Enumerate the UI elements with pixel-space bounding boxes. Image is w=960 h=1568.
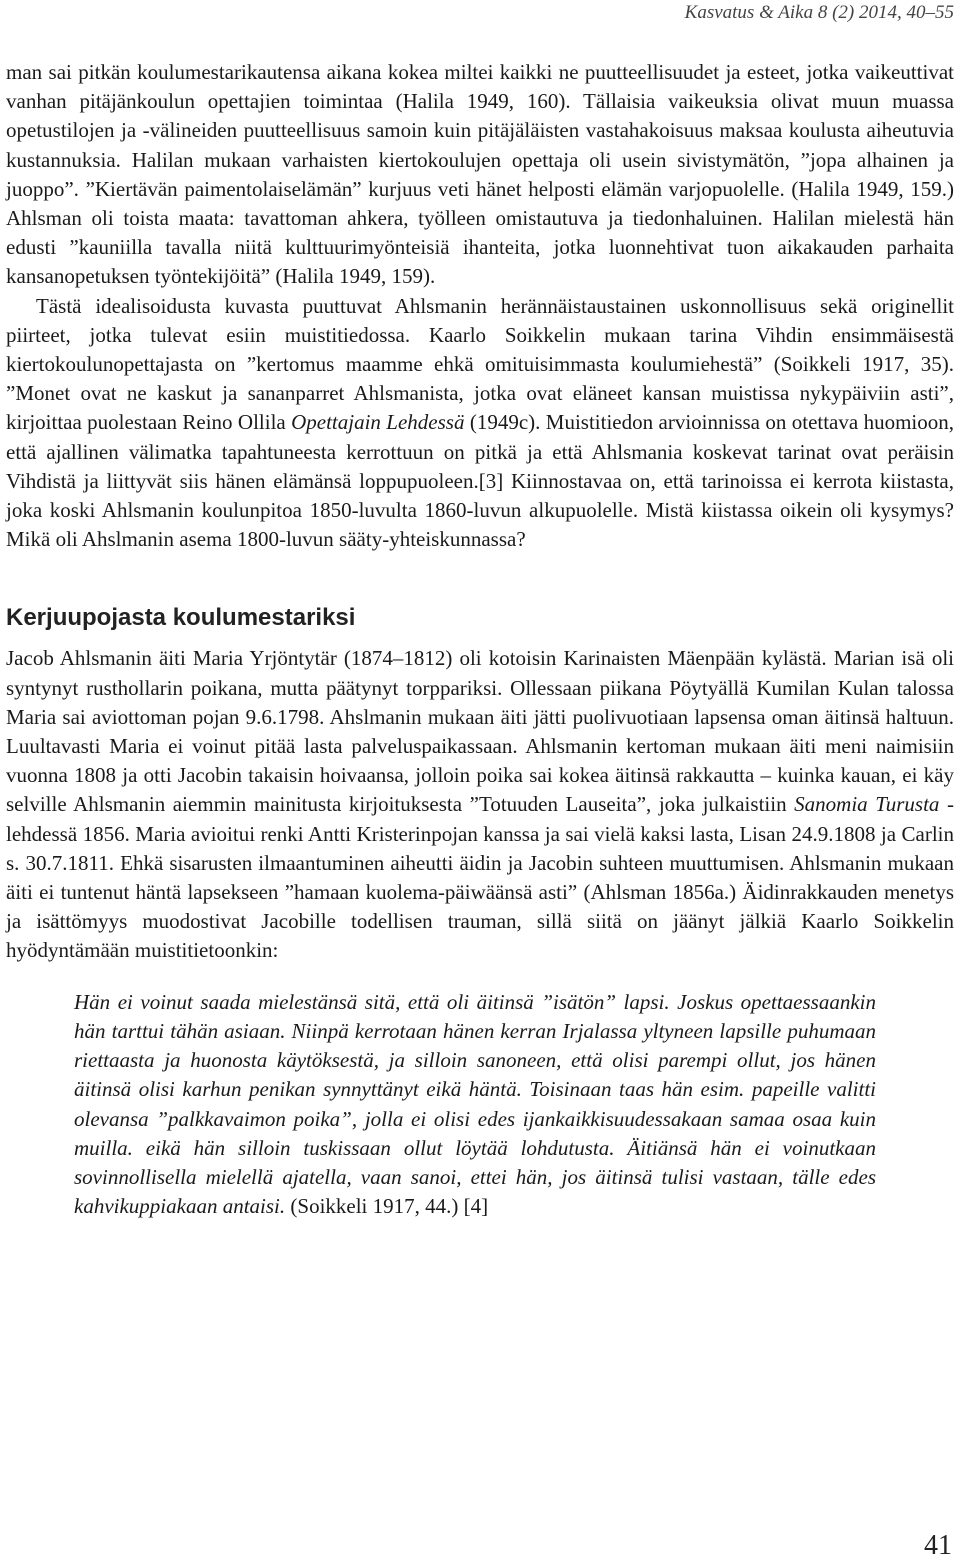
running-header: Kasvatus & Aika 8 (2) 2014, 40–55: [684, 2, 954, 23]
text-run: man sai pitkän koulumestarikautensa aikana kokea miltei kaikki ne puutteellisuudet ja esteet, jotka vaikeuttivat vanhan pitäjänkoulun opettajien toimintaa (Halila 1949, 160). Tällaisia vaikeuksia olivat muun muassa opetustilojen ja -välineiden puutteellisuus samoin kuin pitäjäläisten vastahakoisuus maksaa koulusta aiheutuvia kustannuksia. Halilan mukaan varhaisten kiertokoulujen opettaja oli usein sivistymätön, ”jopa alhainen ja juoppo”. ”Kiertävän paimentolaiselämän” kurjuus veti hänet helposti elämän varjopuolelle. (Halila 1949, 159.) Ahlsman oli toista maata: tavattoman ahkera, työlleen omistautuva ja tiedonhaluinen. Halilan mielestä hän edusti ”kauniilla tavalla niitä kulttuurimyönteisiä ihanteita, jotka luonnehtivat tuon aikakauden parhaita kansanopetuksen työntekijöitä” (Halila 1949, 159).: [6, 60, 954, 289]
block-quote-text: Hän ei voinut saada mielestänsä sitä, että oli äitinsä ”isätön” lapsi. Joskus opettaessaankin hän tarttui tähän asiaan. Niinpä kerrotaan hänen kerran Irjalassa yltyneen lapsille puhumaan riettaasta ja huonosta käytöksestä, ja silloin sanoneen, että olisi parempi ollut, jos hänen äitinsä olisi karhun penikan synnyttänyt eikä häntä. Toisinaan taas hän esim. papeille valitti olevansa ”palkkavaimon poika”, jolla ei olisi edes ijankaikkisuudessakaan samaa osaa kuin muilla. eikä hän silloin tuskissaan ollut löytää lohdutusta. Äitiänsä hän ei voinutkaan sovinnollisella mielellä ajatella, vaan sanoi, ettei hän, jos äitinsä tulisi vastaan, tälle edes kahvikuppiakaan antaisi.: [74, 989, 876, 1219]
text-run: -lehdessä 1856. Maria avioitui renki Antti Kristerinpojan kanssa ja sai vielä kaksi lasta, Lisan 24.9.1808 ja Carlin s. 30.7.1811. Ehkä sisarusten ilmaantuminen aiheutti äidin ja Jacobin suhteen muuttumisen. Ahlsmanin mukaan äiti ei tuntenut häntä lapsekseen ”hamaan kuolema-päiwäänsä asti” (Ahlsman 1856a.) Äidinrakkauden menetys ja isättömyys muodostivat Jacobille todellisen trauman, sillä siitä on jäänyt jälkiä Kaarlo Soikkelin hyödyntämään muistitietoonkin:: [6, 792, 955, 963]
block-quote-citation: (Soikkeli 1917, 44.) [4]: [285, 1194, 489, 1219]
italic-run: Sanomia Turusta: [794, 792, 940, 817]
page-number: 41: [924, 1530, 952, 1561]
section-paragraph: [6, 644, 954, 965]
body-paragraph-2: [6, 292, 954, 555]
article-body: [6, 58, 954, 1221]
body-paragraph-1: [6, 58, 954, 292]
section-heading: Kerjuupojasta koulumestariksi: [6, 604, 356, 632]
text-run: (1949c). Muistitiedon arvioinnissa on otettava huomioon, että ajallinen välimatka tapahtuneesta kerrottuun on pitkä ja että Ahlsmania koskevat tarinat ovat peräisin Vihdistä ja liittyvät siis hänen elämänsä loppupuoleen.[3] Kiinnostavaa on, että tarinoissa ei kerrota kiistasta, joka koski Ahlsmanin koulunpitoa 1850-luvulta 1860-luvun alkupuolelle. Mistä kiistassa oikein oli kysymys? Mikä oli Ahslmanin asema 1800-luvun sääty-yhteiskunnassa?: [6, 410, 954, 552]
text-run: Tästä idealisoidusta kuvasta puuttuvat Ahlsmanin herännäistaustainen uskonnollisuus sekä originellit piirteet, jotka tulevat esiin muistitiedossa. Kaarlo Soikkelin mukaan tarina Vihdin ensimmäisestä kiertokoulunopettajasta on ”kertomus maamme ehkä omituisimmasta koulumiehestä” (Soikkeli 1917, 35). ”Monet ovat ne kaskut ja sananparret Ahlsmanista, jotka ovat eläneet kansan muistissa nykypäiviin asti”, kirjoittaa puolestaan Reino Ollila: [6, 293, 954, 435]
text-run: Jacob Ahlsmanin äiti Maria Yrjöntytär (1874–1812) oli kotoisin Karinaisten Mäenpään kylästä. Marian isä oli syntynyt rusthollarin poikana, mutta päätynyt torppariksi. Ollessaan piikana Pöytyällä Kumilan Kulan talossa Maria sai aviottoman pojan 9.6.1798. Ahslmanin mukaan äiti jätti puolivuotiaan lapsensa oman äitinsä haltuun. Luultavasti Maria ei voinut pitää lasta palveluspaikassaan. Ahlsmanin kertoman mukaan äiti meni naimisiin vuonna 1808 ja otti Jacobin takaisin hoivaansa, jolloin poika sai kokea äitinsä rakkautta – kuinka kauan, ei käy selville Ahlsmanin aiemmin mainitusta kirjoituksesta ”Totuuden Lauseita”, joka julkaistiin: [6, 646, 954, 817]
block-quote: [74, 988, 876, 1222]
italic-run: Opettajain Lehdessä: [291, 410, 465, 435]
